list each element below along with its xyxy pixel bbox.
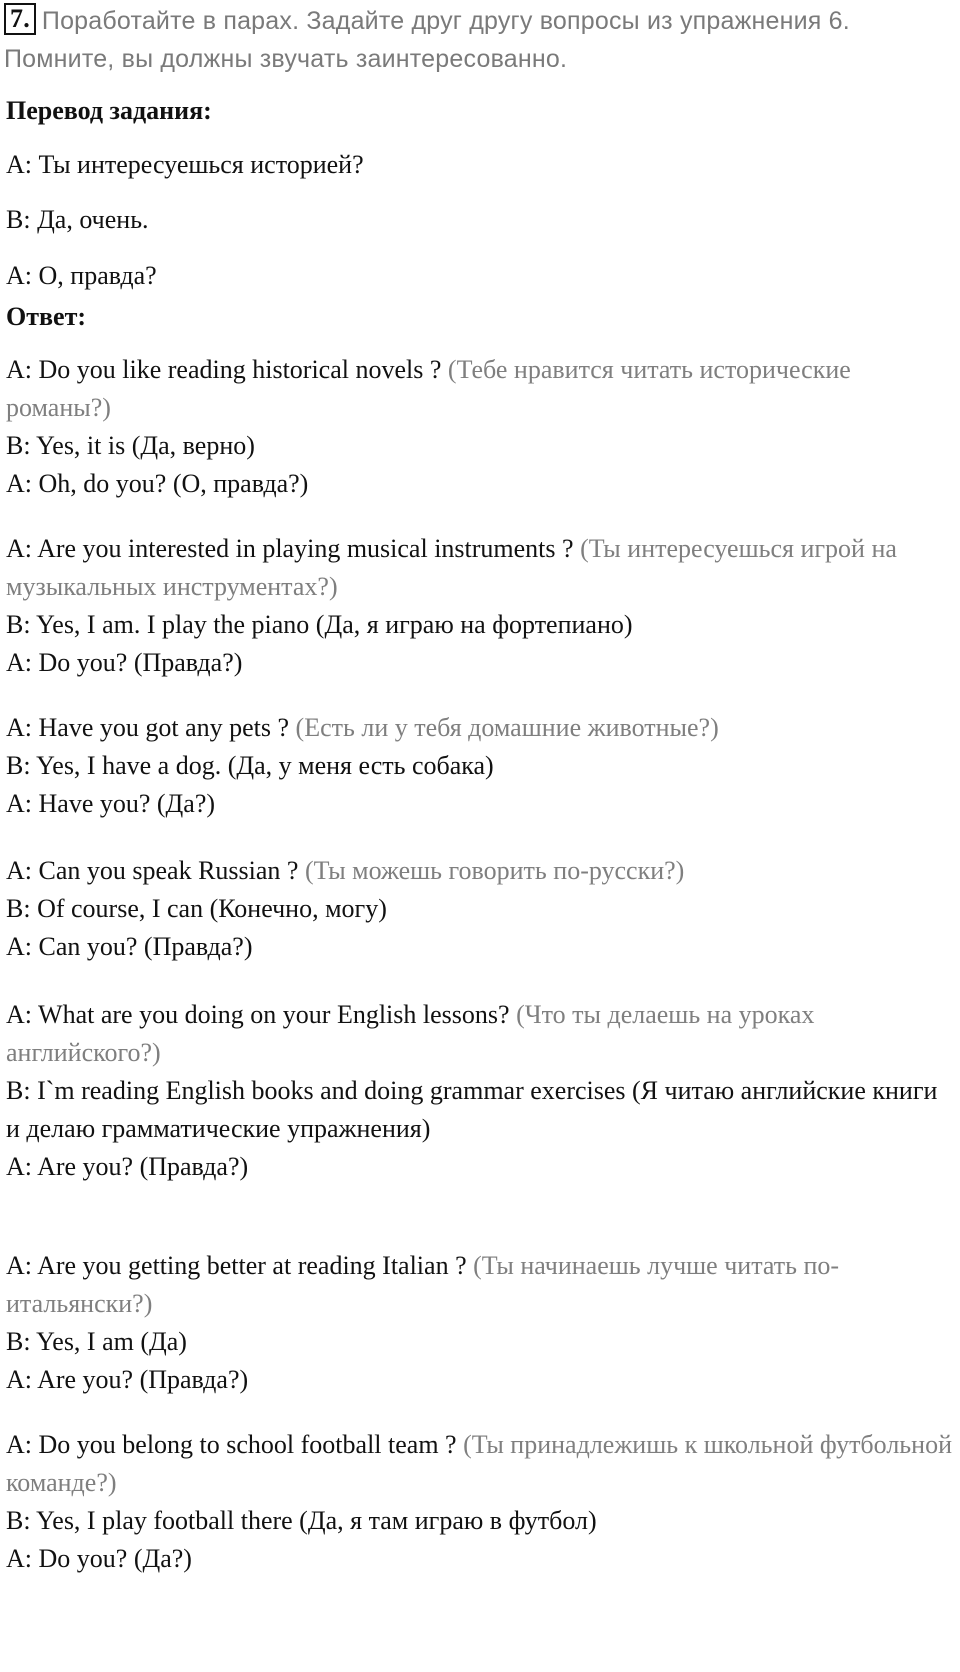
reaction-line: A: Do you? (Правда?) xyxy=(6,648,243,677)
task-instruction xyxy=(4,2,944,78)
question-text: A: What are you doing on your English lessons? xyxy=(6,1000,517,1029)
question-translation: (Есть ли у тебя домашние животные?) xyxy=(295,713,719,742)
reaction-line: A: Have you? (Да?) xyxy=(6,789,216,818)
question-text: A: Are you getting better at reading Italian ? xyxy=(6,1251,474,1280)
reaction-line: A: Oh, do you? (О, правда?) xyxy=(6,469,309,498)
translation-line-2: B: Да, очень. xyxy=(6,205,149,234)
reaction-line: A: Do you? (Да?) xyxy=(6,1544,192,1573)
question-translation: (Тебе нравится читать исторические романы?) xyxy=(6,355,851,422)
dialogue-2 xyxy=(6,530,956,682)
translation-heading: Перевод задания: xyxy=(6,96,212,125)
question-translation: (Ты можешь говорить по-русски?) xyxy=(304,856,685,885)
question-line xyxy=(6,852,956,890)
dialogue-6 xyxy=(6,1247,956,1399)
question-line xyxy=(6,351,956,427)
question-text: A: Are you interested in playing musical instruments ? xyxy=(6,534,581,563)
reply-line: B: Yes, I have a dog. (Да, у меня есть собака) xyxy=(6,751,494,780)
question-translation: (Ты начинаешь лучше читать по-итальянски?) xyxy=(6,1251,840,1318)
dialogue-4 xyxy=(6,852,956,966)
reply-line: B: Of course, I can (Конечно, могу) xyxy=(6,894,387,923)
reply-line: B: Yes, I am (Да) xyxy=(6,1327,187,1356)
question-translation: (Ты принадлежишь к школьной футбольной команде?) xyxy=(6,1430,952,1497)
translation-line-1: A: Ты интересуешься историей? xyxy=(6,150,364,179)
question-line xyxy=(6,996,956,1072)
task-number-badge: 7. xyxy=(4,3,36,35)
translation-line-3: A: О, правда? xyxy=(6,261,157,290)
reply-line: B: Yes, it is (Да, верно) xyxy=(6,431,255,460)
question-line xyxy=(6,1247,956,1323)
dialogue-7 xyxy=(6,1426,956,1578)
question-translation: (Что ты делаешь на уроках английского?) xyxy=(6,1000,815,1067)
question-line xyxy=(6,709,956,747)
answer-heading: Ответ: xyxy=(6,302,87,331)
task-text: Поработайте в парах. Задайте друг другу вопросы из упражнения 6. Помните, вы должны звучать заинтересованно. xyxy=(4,7,850,73)
question-translation: (Ты интересуешься игрой на музыкальных инструментах?) xyxy=(6,534,897,601)
reaction-line: A: Are you? (Правда?) xyxy=(6,1152,249,1181)
question-text: A: Have you got any pets ? xyxy=(6,713,296,742)
reaction-line: A: Are you? (Правда?) xyxy=(6,1365,249,1394)
reply-line: B: I`m reading English books and doing grammar exercises (Я читаю английские книги и делаю грамматические упражнения) xyxy=(6,1076,938,1143)
question-text: A: Do you like reading historical novels ? xyxy=(6,355,448,384)
question-text: A: Can you speak Russian ? xyxy=(6,856,305,885)
dialogue-3 xyxy=(6,709,956,823)
question-line xyxy=(6,530,956,606)
question-text: A: Do you belong to school football team ? xyxy=(6,1430,464,1459)
dialogue-1 xyxy=(6,351,956,503)
reply-line: B: Yes, I play football there (Да, я там играю в футбол) xyxy=(6,1506,597,1535)
question-line xyxy=(6,1426,956,1502)
reply-line: B: Yes, I am. I play the piano (Да, я играю на фортепиано) xyxy=(6,610,633,639)
reaction-line: A: Can you? (Правда?) xyxy=(6,932,253,961)
dialogue-5 xyxy=(6,996,956,1186)
